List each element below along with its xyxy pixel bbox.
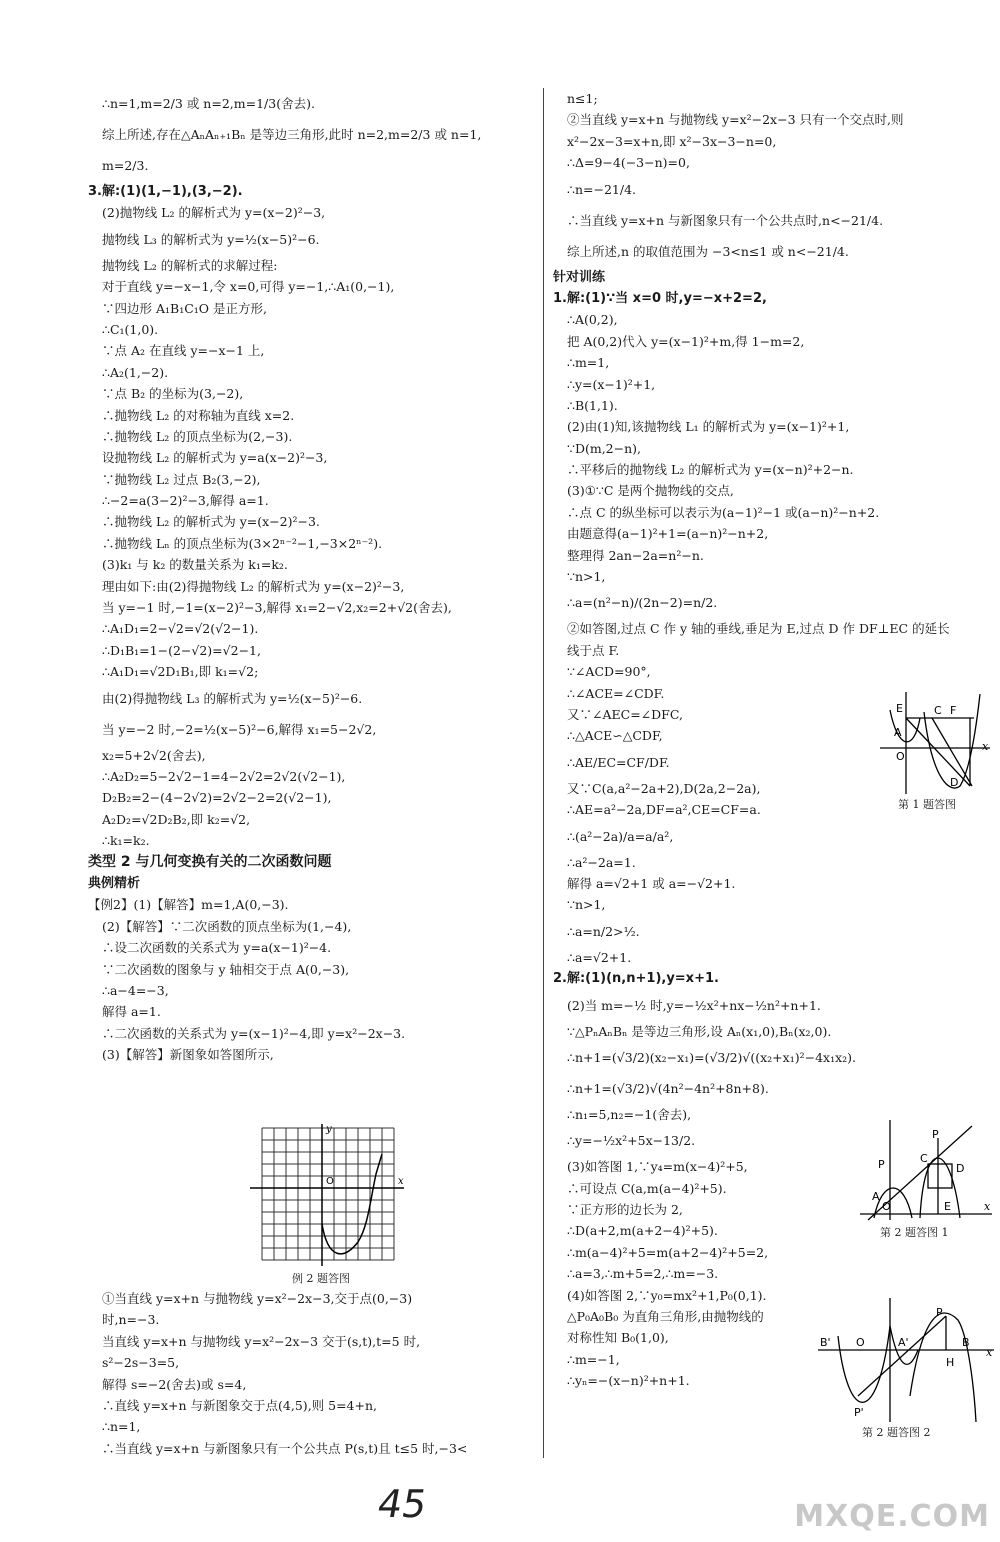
text-line: A₂D₂=√2D₂B₂,即 k₂=√2,	[102, 811, 251, 827]
text-line: 线于点 F.	[567, 642, 620, 658]
text-line: ∴m=−1,	[567, 1351, 620, 1367]
text-line: ∴n+1=(√3/2)(x₂−x₁)=(√3/2)√((x₂+x₁)²−4x₁x₂).	[567, 1049, 856, 1065]
text-line: 整理得 2an−2a=n²−n.	[567, 547, 704, 563]
left-column-bottom	[88, 1288, 536, 1459]
text-line: 对于直线 y=−x−1,令 x=0,可得 y=−1,∴A₁(0,−1),	[102, 279, 395, 295]
text-line: 时,n=−3.	[102, 1312, 160, 1328]
svg-text:C: C	[920, 1152, 928, 1165]
svg-text:P': P'	[854, 1406, 864, 1419]
svg-text:x: x	[982, 740, 989, 753]
text-line: ∴A₂D₂=5−2√2−1=4−2√2=2√2(√2−1),	[102, 768, 346, 784]
text-line: 3.解:(1)(1,−1),(3,−2).	[88, 184, 243, 199]
text-line: ∴(a²−2a)/a=a/a²,	[567, 828, 674, 844]
svg-text:C: C	[934, 704, 942, 717]
text-line: 抛物线 L₃ 的解析式为 y=½(x−5)²−6.	[102, 231, 320, 247]
text-line: ∴n=−21/4.	[567, 181, 636, 197]
text-line: (3)【解答】新图象如答图所示,	[102, 1047, 274, 1063]
text-line: n≤1;	[567, 91, 598, 106]
text-line: ∵D(m,2−n),	[567, 440, 642, 456]
text-line: 2.解:(1)(n,n+1),y=x+1.	[553, 971, 719, 987]
text-line: ∵抛物线 L₂ 过点 B₂(3,−2),	[102, 471, 261, 487]
text-line: ∴y=−½x²+5x−13/2.	[567, 1133, 696, 1149]
text-line: 典例精析	[88, 875, 141, 891]
text-line: (3)如答图 1,∵y₄=m(x−4)²+5,	[567, 1159, 748, 1175]
text-line: ∴Δ=9−4(−3−n)=0,	[567, 155, 690, 171]
text-line: 又∵C(a,a²−2a+2),D(2a,2−2a),	[567, 780, 761, 796]
svg-text:A: A	[872, 1190, 880, 1203]
text-line: ∵n>1,	[567, 897, 606, 913]
svg-text:O: O	[896, 750, 905, 763]
text-line: 解得 a=√2+1 或 a=−√2+1.	[567, 875, 736, 891]
text-line: ∴a²−2a=1.	[567, 854, 636, 870]
text-line: ∴二次函数的关系式为 y=(x−1)²−4,即 y=x²−2x−3.	[102, 1025, 406, 1041]
text-line: ∴y=(x−1)²+1,	[567, 376, 656, 392]
text-line: ∴C₁(1,0).	[102, 321, 159, 337]
text-line: ∴m=1,	[567, 355, 610, 371]
text-line: ∴D₁B₁=1−(2−√2)=√2−1,	[102, 642, 261, 658]
text-line: (3)①∵C 是两个抛物线的交点,	[567, 483, 734, 499]
q1-figure	[880, 690, 992, 796]
svg-text:D: D	[950, 776, 959, 789]
text-line: ∴m(a−4)²+5=m(a+2−4)²+5=2,	[567, 1244, 769, 1260]
svg-text:E: E	[944, 1200, 951, 1213]
text-line: 解得 a=1.	[102, 1004, 161, 1020]
svg-text:F: F	[950, 704, 957, 717]
text-line: ∴点 C 的纵坐标可以表示为(a−1)²−1 或(a−n)²−n+2.	[567, 504, 880, 520]
text-line: ∵二次函数的图象与 y 轴相交于点 A(0,−3),	[102, 961, 350, 977]
text-line: s²−2s−3=5,	[102, 1355, 180, 1371]
svg-text:O: O	[856, 1336, 865, 1349]
text-line: m=2/3.	[102, 158, 149, 173]
text-line: ①当直线 y=x+n 与抛物线 y=x²−2x−3,交于点(0,−3)	[102, 1291, 413, 1306]
q1-caption: 第 1 题答图	[898, 798, 956, 811]
text-line: ∴抛物线 L₂ 的顶点坐标为(2,−3).	[102, 428, 293, 444]
svg-text:H: H	[946, 1356, 955, 1369]
text-line: x₂=5+2√2(舍去),	[102, 747, 206, 763]
text-line: ∴A₁D₁=√2D₁B₁,即 k₁=√2;	[102, 664, 259, 680]
text-line: ∴−2=a(3−2)²−3,解得 a=1.	[102, 493, 269, 509]
svg-text:x: x	[398, 1176, 404, 1187]
text-line: ∴a=n/2>½.	[567, 923, 640, 939]
text-line: (2)当 m=−½ 时,y=−½x²+nx−½n²+n+1.	[567, 997, 821, 1013]
text-line: ∴△ACE∽△CDF,	[567, 728, 663, 744]
svg-text:D: D	[956, 1162, 965, 1175]
text-line: 1.解:(1)∵当 x=0 时,y=−x+2=2,	[553, 290, 767, 306]
page-number: 45	[374, 1482, 431, 1526]
svg-text:P: P	[932, 1128, 939, 1141]
text-line: 综上所述,n 的取值范围为 −3<n≤1 或 n<−21/4.	[567, 243, 849, 259]
svg-text:P: P	[878, 1158, 885, 1171]
text-line: ∵四边形 A₁B₁C₁O 是正方形,	[102, 300, 267, 316]
text-line: 【例2】(1)【解答】m=1,A(0,−3).	[88, 897, 289, 913]
text-line: ∴a−4=−3,	[102, 982, 169, 998]
svg-text:A: A	[894, 726, 902, 739]
column-divider	[543, 88, 544, 1458]
text-line: ∵点 A₂ 在直线 y=−x−1 上,	[102, 343, 265, 359]
text-line: 把 A(0,2)代入 y=(x−1)²+m,得 1−m=2,	[567, 333, 805, 349]
text-line: ∴当直线 y=x+n 与新图象只有一个公共点 P(s,t)且 t≤5 时,−3<	[102, 1440, 468, 1456]
text-line: ∵△PₙAₙBₙ 是等边三角形,设 Aₙ(x₁,0),Bₙ(x₂,0).	[567, 1023, 832, 1039]
q2-figure-1	[860, 1118, 994, 1222]
svg-text:O: O	[326, 1176, 334, 1187]
svg-text:O: O	[882, 1200, 891, 1213]
text-line: ∴n=1,	[102, 1419, 141, 1435]
text-line: 综上所述,存在△AₙAₙ₊₁Bₙ 是等边三角形,此时 n=2,m=2/3 或 n=1,	[102, 127, 482, 142]
svg-text:y: y	[326, 1124, 332, 1135]
text-line: ∴k₁=k₂.	[102, 833, 150, 849]
text-line: 设抛物线 L₂ 的解析式为 y=a(x−2)²−3,	[102, 450, 328, 466]
text-line: ∴平移后的抛物线 L₂ 的解析式为 y=(x−n)²+2−n.	[567, 462, 854, 478]
svg-text:P: P	[936, 1306, 943, 1319]
q2-figure-2	[818, 1296, 996, 1424]
text-line: ∵点 B₂ 的坐标为(3,−2),	[102, 386, 244, 402]
text-line: 对称性知 B₀(1,0),	[567, 1330, 669, 1346]
text-line: ∴n+1=(√3/2)√(4n²−4n²+8n+8).	[567, 1080, 769, 1096]
svg-text:A': A'	[898, 1336, 909, 1349]
text-line: ∴a=(n²−n)/(2n−2)=n/2.	[567, 595, 718, 611]
text-line: ∴∠ACE=∠CDF.	[567, 685, 665, 701]
svg-text:B: B	[962, 1336, 970, 1349]
text-line: ∴D(a+2,m(a+2−4)²+5).	[567, 1223, 718, 1239]
text-line: 又∵∠AEC=∠DFC,	[567, 706, 683, 722]
text-line: (2)抛物线 L₂ 的解析式为 y=(x−2)²−3,	[102, 205, 326, 221]
text-line: ∴yₙ=−(x−n)²+n+1.	[567, 1373, 690, 1389]
text-line: ∵∠ACD=90°,	[567, 664, 651, 680]
text-line: ∴a=3,∴m+5=2,∴m=−3.	[567, 1266, 719, 1282]
text-line: ∴抛物线 L₂ 的解析式为 y=(x−2)²−3.	[102, 514, 320, 530]
text-line: ∴A(0,2),	[567, 312, 618, 328]
text-line: △P₀A₀B₀ 为直角三角形,由抛物线的	[567, 1309, 764, 1325]
text-line: ∴直线 y=x+n 与新图象交于点(4,5),则 5=4+n,	[102, 1397, 378, 1413]
text-line: 理由如下:由(2)得抛物线 L₂ 的解析式为 y=(x−2)²−3,	[102, 578, 405, 594]
text-line: 解得 s=−2(舍去)或 s=4,	[102, 1376, 247, 1392]
q2-caption-2: 第 2 题答图 2	[862, 1426, 931, 1439]
svg-text:E: E	[896, 702, 903, 715]
text-line: ∵n>1,	[567, 569, 606, 585]
text-line: ∴a=√2+1.	[567, 949, 632, 965]
text-line: ∴当直线 y=x+n 与新图象只有一个公共点时,n<−21/4.	[567, 212, 884, 228]
text-line: ∴抛物线 L₂ 的对称轴为直线 x=2.	[102, 407, 295, 423]
example2-figure	[248, 1122, 408, 1270]
text-line: 针对训练	[553, 269, 606, 285]
text-line: ∴AE/EC=CF/DF.	[567, 754, 670, 770]
text-line: (2)【解答】∵二次函数的顶点坐标为(1,−4),	[102, 918, 352, 934]
text-line: ∴抛物线 Lₙ 的顶点坐标为(3×2ⁿ⁻²−1,−3×2ⁿ⁻²).	[102, 535, 383, 551]
text-line: ∴n=1,m=2/3 或 n=2,m=1/3(舍去).	[102, 96, 315, 111]
left-column	[88, 88, 536, 1065]
watermark: MXQE.COM	[794, 1499, 990, 1534]
text-line: 抛物线 L₂ 的解析式的求解过程:	[102, 257, 278, 273]
text-line: 当 y=−1 时,−1=(x−2)²−3,解得 x₁=2−√2,x₂=2+√2(舍去),	[102, 600, 452, 616]
text-line: 类型 2 与几何变换有关的二次函数问题	[88, 853, 332, 870]
text-line: 当直线 y=x+n 与抛物线 y=x²−2x−3 交于(s,t),t=5 时,	[102, 1333, 421, 1349]
text-line: ∵正方形的边长为 2,	[567, 1202, 683, 1218]
example2-caption: 例 2 题答图	[292, 1272, 350, 1285]
svg-text:x: x	[986, 1346, 993, 1359]
text-line: ∴n₁=5,n₂=−1(舍去),	[567, 1106, 692, 1122]
text-line: ∴AE=a²−2a,DF=a²,CE=CF=a.	[567, 802, 761, 818]
svg-text:x: x	[984, 1200, 991, 1213]
text-line: (2)由(1)知,该抛物线 L₁ 的解析式为 y=(x−1)²+1,	[567, 419, 850, 435]
text-line: ∴B(1,1).	[567, 397, 618, 413]
text-line: (3)k₁ 与 k₂ 的数量关系为 k₁=k₂.	[102, 557, 288, 573]
text-line: ∴设二次函数的关系式为 y=a(x−1)²−4.	[102, 940, 332, 956]
text-line: ②如答图,过点 C 作 y 轴的垂线,垂足为 E,过点 D 作 DF⊥EC 的延长	[567, 621, 950, 637]
text-line: x²−2x−3=x+n,即 x²−3x−3−n=0,	[567, 133, 777, 149]
text-line: 由题意得(a−1)²+1=(a−n)²−n+2,	[567, 526, 769, 542]
text-line: ∴可设点 C(a,m(a−4)²+5).	[567, 1180, 727, 1196]
text-line: 由(2)得抛物线 L₃ 的解析式为 y=½(x−5)²−6.	[102, 690, 363, 706]
svg-text:B': B'	[820, 1336, 831, 1349]
text-line: D₂B₂=2−(4−2√2)=2√2−2=2(√2−1),	[102, 790, 332, 806]
text-line: 当 y=−2 时,−2=½(x−5)²−6,解得 x₁=5−2√2,	[102, 721, 377, 737]
text-line: ∴A₁D₁=2−√2=√2(√2−1).	[102, 621, 259, 637]
q2-caption-1: 第 2 题答图 1	[880, 1226, 949, 1239]
text-line: (4)如答图 2,∵y₀=mx²+1,P₀(0,1).	[567, 1287, 767, 1303]
text-line: ∴A₂(1,−2).	[102, 364, 169, 380]
text-line: ②当直线 y=x+n 与抛物线 y=x²−2x−3 只有一个交点时,则	[567, 112, 904, 128]
